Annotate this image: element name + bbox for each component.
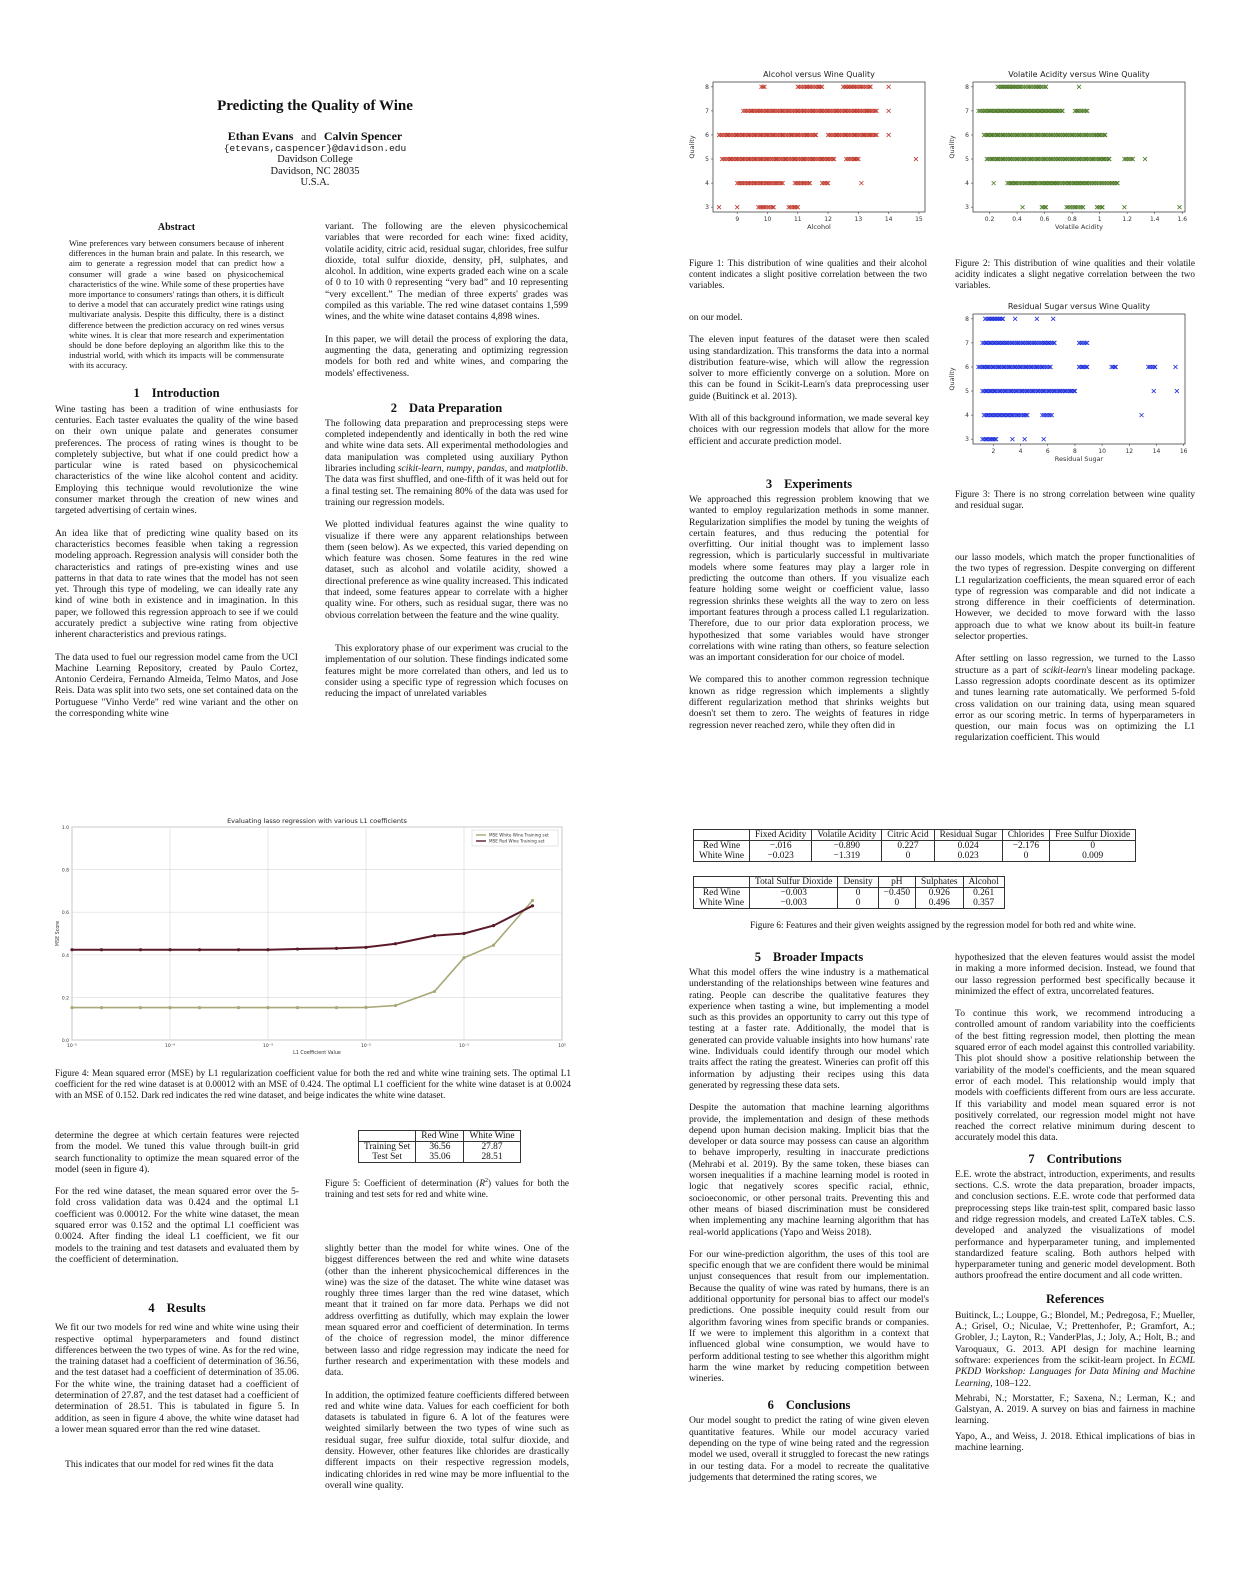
table-cell: 0.009 — [1050, 851, 1136, 862]
intro-paragraph-3: The data used to fuel our regression model came from the UCI Machine Learning Repository, created by Paulo Cortez, Antonio Cerdeira, Fernando Almeida, Telmo Matos, and Jose Reis. Data was split into two sets, one set contained data on the Portuguese "Vinho Verde" red wine variant and the other on the corresponding white wine — [55, 651, 298, 720]
table-cell: 0.024 — [934, 841, 1002, 852]
svg-text:11: 11 — [793, 216, 802, 223]
abstract-text: Wine preferences vary between consumers because of inherent differences in the human brain and palate. In this research, we aim to generate a regression model that can predict how a consumer will grade a wine based on physicochemical characteristics of the wine. While some of these properties have more importance to consumers' ratings than others, it is difficult to derive a model that can accurately predict wine ratings using multivariate analysis. Despite this difficulty, there is a distinct difference between the prediction accuracy on red wines versus white wines. It is clear that more research and experimentation should be done before deploying an algorithm like this to the industrial world, with which its impacts will be commensurate with its accuracy. — [69, 239, 284, 371]
page1-left-column — [55, 222, 298, 719]
page-1 — [0, 0, 630, 790]
svg-text:MSE White Wine Training set: MSE White Wine Training set — [489, 832, 549, 838]
figure-3-caption: Figure 3: There is no strong correlation between wine quality and residual sugar. — [955, 489, 1195, 510]
data-prep-paragraph-1: The following data preparation and preprocessing steps were completed independently and identically in both the red wine and white wine data sets. All experimental methodologies and data manipulation was completed using auxiliary Python libraries including scikit-learn, numpy, pandas, and matplotlib. The data was first shuffled, and one-fifth of it was held out for a final testing set. The remaining 80% of the data was used for training our regression models. — [325, 417, 568, 508]
experiments-paragraph-6: For the red wine dataset, the mean squared error over the 5-fold cross validation data was 0.424 and the optimal L1 coefficient was 0.00012. For the white wine dataset, the mean squared error was 0.152 and the optimal L1 coefficient was 0.0024. After finding the ideal L1 coefficient, we fit our models to the training and test datasets and evaluated them by the coefficient of determination. — [55, 1186, 299, 1265]
author-email: {etevans,caspencer}@davidson.edu — [223, 143, 407, 155]
svg-text:13: 13 — [854, 216, 863, 223]
table-cell: 0.023 — [934, 851, 1002, 862]
svg-text:4: 4 — [965, 412, 969, 420]
svg-text:12: 12 — [824, 216, 832, 223]
svg-text:7: 7 — [705, 107, 709, 115]
svg-text:8: 8 — [1073, 448, 1077, 455]
table-header-cell: Residual Sugar — [934, 830, 1002, 841]
table-cell: White Wine — [699, 851, 745, 861]
figure-2-caption: Figure 2: This distribution of wine qualities and their volatile acidity indicates a slight negative correlation between the two variables. — [955, 258, 1195, 290]
svg-text:0.2: 0.2 — [61, 996, 69, 1002]
intro-paragraph-2: An idea like that of predicting wine quality based on its characteristics becomes feasible when taking a regression modeling approach. Regression analysis will consider both the characteristics and ratings of pre-existing wines and use patterns in that data to rate wines that the model has not seen yet. Through this type of modeling, we can ideally rate any kind of wine both in existence and in imagination. In this paper, we followed this regression approach to see if we could accurately predict a subjective wine rating from objective inherent characteristics and previous ratings. — [55, 527, 298, 641]
experiments-paragraph-2: We compared this to another common regression technique known as ridge regression which implements a slightly different regularization method that shrinks weights but doesn't set them to zero. The weights of features in ridge regression never reached zero, while they often did in — [689, 674, 929, 731]
svg-text:0.4: 0.4 — [1012, 216, 1022, 223]
feature-weights-table-2 — [693, 876, 1005, 909]
table-cell: 0 — [878, 898, 915, 909]
svg-text:0.8: 0.8 — [1067, 216, 1077, 223]
table-cell: −0.003 — [750, 898, 838, 909]
author-1: Ethan Evans — [227, 129, 294, 143]
svg-text:2: 2 — [991, 448, 996, 455]
conclusions-paragraph-3: To continue this work, we recommend introducing a controlled amount of random variability into the coefficients of the best fitting regression model, then plotting the mean squared error of each model against this controlled variability. This plot should show a positive relationship between the variability of the model's coefficients, and the mean squared error of each model. This relationship would imply that models with coefficients different from ours are less accurate. If this variability and model mean squared error is not positively correlated, our regression model might not have reached the correct relative minimum during descent to accurately model this data. — [955, 1008, 1195, 1144]
data-prep-paragraph-6: With all of this background information, we made several key choices with our regression models that allow for the more efficient and accurate prediction model. — [689, 413, 929, 447]
page4-right-column — [955, 952, 1195, 1457]
table-header-cell: Density — [838, 877, 878, 888]
page3-left-column — [55, 1130, 299, 1471]
svg-text:Volatile Acidity versus Wine Q: Volatile Acidity versus Wine Quality — [1008, 70, 1150, 79]
table-row — [694, 851, 1136, 862]
svg-text:10: 10 — [1098, 448, 1106, 455]
table-row — [694, 841, 1136, 852]
svg-text:Residual Sugar: Residual Sugar — [1054, 455, 1104, 463]
table-cell: 0.357 — [963, 898, 1004, 909]
page2-left-column — [689, 312, 929, 731]
page3-right-column — [325, 1243, 569, 1491]
svg-text:10⁻¹: 10⁻¹ — [459, 1044, 469, 1049]
svg-text:7: 7 — [965, 339, 969, 347]
svg-text:6: 6 — [1045, 448, 1050, 455]
results-paragraph-1: We fit our two models for red wine and white wine using their respective optimal hyperparameters and found distinct differences between the two types of wine. As for the red wine, the training dataset had a coefficient of determination of 36.56, and the test dataset had a coefficient of determination of 35.06. For the white wine, the training dataset had a coefficient of determination of 27.87, and the test dataset had a coefficient of determination of 28.51. This is tabulated in figure 5. In addition, as seen in figure 4 above, the white wine dataset had a lower mean squared error than the red wine dataset. — [55, 1322, 299, 1435]
svg-text:10⁰: 10⁰ — [558, 1044, 566, 1049]
results-paragraph-4: In addition, the optimized feature coefficients differed between red and white wine data. Values for each coefficient for both datasets is tabulated in figure 6. A lot of the features were weighted similarly between the two types of wine such as residual sugar, free sulfur dioxide, total sulfur dioxide, and density. However, other features like chlorides are drastically different impacts on their respective regression models, indicating chlorides in red wine may be more influential to the overall wine quality. — [325, 1389, 569, 1491]
author-2: Calvin Spencer — [323, 129, 403, 143]
figure-4-caption: Figure 4: Mean squared error (MSE) by L1 regularization coefficient value for both the red and white wine training sets. The optimal L1 coefficient for the red wine dataset is at 0.00012 with an MSE of 0.424. The optimal L1 coefficient for the white wine dataset is at 0.0024 with an MSE of 0.152. Dark red indicates the red wine dataset, and beige indicates the white wine dataset. — [55, 1068, 571, 1100]
intro-paragraph-5: In this paper, we will detail the process of exploring the data, augmenting the data, generating and optimizing regression models for both red and white wines, and comparing the models' effectiveness. — [325, 333, 568, 379]
table-header-cell: Chlorides — [1002, 830, 1049, 841]
table-cell: 0.261 — [963, 888, 1004, 899]
results-paragraph-3: slightly better than the model for white wines. One of the biggest differences between the red and white wine datasets (other than the inherent physicochemical differences in the wine) was the size of the dataset. The white wine dataset was roughly three times larger than the red wine dataset, which meant that it trained on far more data. Perhaps we did not address overfitting as dutifully, which may explain the lower mean squared error and coefficient of determination. In terms of the choice of regression model, the minor difference between lasso and ridge regression may indicate the need for further research and experimentation with these models and data. — [325, 1243, 569, 1379]
svg-text:Alcohol versus Wine Quality: Alcohol versus Wine Quality — [763, 70, 875, 79]
svg-text:Evaluating lasso regression wi: Evaluating lasso regression with various L1 coefficients — [227, 817, 407, 825]
table-header-cell: pH — [878, 877, 915, 888]
svg-text:Quality: Quality — [688, 135, 696, 159]
intro-paragraph-1: Wine tasting has been a tradition of wine enthusiasts for centuries. Each taster evaluates the quality of the wine based on their own unique palate and generates consumer preferences. The process of rating wines is thought to be completely subjective, but what if one could predict how a particular wine is rated based on physicochemical characteristics of the wine like alcohol content and acidity. Employing this technique would revolutionize the wine consumer market through the creation of new wines and targeted advertising of certain wines. — [55, 403, 298, 517]
author-block: Ethan Evans and Calvin Spencer {etevans,caspencer}@davidson.edu Davidson College Davidson, NC 28035 U.S.A. — [55, 131, 575, 188]
reference-item: Buitinck, L.; Louppe, G.; Blondel, M.; Pedregosa, F.; Mueller, A.; Grisel, O.; Niculae, V.; Prettenhofer, P.; Gramfort, A.; Grobler, J.; Layton, R.; VanderPlas, J.; Joly, A.; Holt, B.; and Varoquaux, G. 2013. API design for machine learning software: experiences from the scikit-learn project. In ECML PKDD Workshop: Languages for Data Mining and Machine Learning, 108–122. — [955, 1309, 1195, 1389]
contributions-paragraph: E.E. wrote the abstract, introduction, experiments, and results sections. C.S. wrote the data preparation, broader impacts, and conclusion sections. E.E. wrote code that performed data preprocessing steps like train-test split, compared basic lasso and ridge regression models, and created LaTeX tables. C.S. developed and analyzed the visualizations of model performance and hyperparameter tuning, and implemented standardized feature scaling. Both authors helped with hyperparameter tuning and generic model development. Both authors proofread the entire document and all code written. — [955, 1168, 1195, 1282]
table-cell: Red Wine — [694, 888, 750, 899]
section-heading-broader-impacts: 5 Broader Impacts — [754, 950, 864, 964]
reference-item: Mehrabi, N.; Morstatter, F.; Saxena, N.; Lerman, K.; and Galstyan, A. 2019. A survey on bias and fairness in machine learning. — [955, 1392, 1195, 1427]
data-prep-paragraph-2: We plotted individual features against the wine quality to visualize if there were any apparent relationships between them (seen below). As we expected, this varied depending on which feature was chosen. Some features in the red wine dataset, such as alcohol and volatile acidity, showed a directional preference as wine quality increased. This indicated that indeed, some features appear to correlate with a higher quality wine. For others, such as residual sugar, there was no obvious correlation between the feature and the wine quality. — [325, 519, 568, 621]
conclusions-paragraph-2: hypothesized that the eleven features would assist the model in making a more informed decision. Instead, we found that our lasso regression performed best specifically because it minimized the effect of extra, uncorrelated features. — [955, 952, 1195, 997]
table-cell: −0.450 — [878, 888, 915, 899]
svg-text:Residual Sugar versus Wine Qua: Residual Sugar versus Wine Quality — [1007, 302, 1151, 311]
table-cell: −2.176 — [1002, 841, 1049, 852]
reference-item: Yapo, A., and Weiss, J. 2018. Ethical implications of bias in machine learning. — [955, 1430, 1195, 1453]
svg-text:9: 9 — [735, 216, 740, 223]
lasso-mse-line-chart — [52, 815, 572, 1055]
svg-text:Quality: Quality — [948, 135, 956, 159]
svg-text:10⁻²: 10⁻² — [361, 1044, 371, 1049]
figure-2 — [945, 68, 1195, 243]
page-2 — [630, 0, 1260, 790]
svg-text:6: 6 — [965, 363, 969, 371]
svg-text:4: 4 — [965, 180, 969, 188]
table-cell: 0 — [838, 898, 878, 909]
section-heading-conclusions: 6 Conclusions — [767, 1398, 851, 1413]
svg-text:15: 15 — [915, 216, 923, 223]
svg-text:10⁻⁴: 10⁻⁴ — [165, 1044, 175, 1049]
residual-sugar-scatter-chart — [945, 300, 1195, 470]
svg-text:4: 4 — [1018, 448, 1023, 455]
svg-text:8: 8 — [965, 83, 969, 91]
feature-weights-table-1 — [693, 829, 1136, 862]
svg-text:1.6: 1.6 — [1177, 216, 1188, 223]
references-heading: References — [1045, 1291, 1105, 1306]
table-cell: 0.496 — [916, 898, 963, 909]
svg-text:MSE Score: MSE Score — [56, 920, 61, 947]
figure-3 — [945, 300, 1195, 475]
data-prep-paragraph-4: on our model. — [689, 312, 743, 323]
section-heading-contributions: 7 Contributions — [1028, 1151, 1122, 1166]
table-header-cell: Sulphates — [916, 877, 963, 888]
experiments-paragraph-3: our lasso models, which match the proper functionalities of the two types of regression. Despite converging on different L1 regularization coefficients, the mean squared error of each type of regression was comparable and did not indicate a strong difference in their coefficients of determination. However, we decided to move forward with the lasso approach due to what we know about its built-in feature selector properties. — [955, 552, 1195, 643]
svg-text:1.2: 1.2 — [1122, 216, 1132, 223]
svg-text:6: 6 — [965, 131, 969, 139]
broader-paragraph-2: Despite the automation that machine learning algorithms provide, the implementation and design of these methods depend upon human decision making. Implicit bias that the developer or data source may possess can cause an algorithm to behave improperly, resulting in inaccurate predictions (Mehrabi et al. 2019). By the same token, these biases can worsen inequalities if a machine learning model is rooted in logic that negatively scores specific racial, ethnic, socioeconomic, or other personal traits. Preventing this and other means of biased discrimination must be considered when implementing any machine learning algorithm that has real-world applications (Yapo and Weiss 2018). — [689, 1102, 929, 1238]
table-cell: −0.023 — [750, 851, 812, 862]
svg-text:14: 14 — [1152, 448, 1161, 455]
svg-text:16: 16 — [1179, 448, 1188, 455]
svg-text:0.2: 0.2 — [984, 216, 995, 223]
svg-text:6: 6 — [705, 131, 709, 139]
table-row — [694, 888, 1005, 899]
svg-text:3: 3 — [965, 204, 969, 212]
table-header-cell: Alcohol — [963, 877, 1004, 888]
svg-text:1.4: 1.4 — [1149, 216, 1160, 223]
table-cell: 0 — [838, 888, 878, 899]
svg-text:3: 3 — [965, 436, 969, 444]
table-cell: 0 — [1050, 841, 1136, 852]
page1-right-column — [325, 221, 568, 699]
table-cell: Red Wine — [694, 841, 750, 852]
svg-text:Volatile Acidity: Volatile Acidity — [1055, 223, 1103, 231]
figure-1 — [685, 68, 935, 243]
svg-text:MSE Red Wine Training set: MSE Red Wine Training set — [489, 838, 545, 844]
table-cell: 0.227 — [882, 841, 934, 852]
conclusions-paragraph-1: Our model sought to predict the rating of wine given eleven quantitative features. While our model accuracy varied depending on the type of wine being rated and the regression model we used, overall it struggled to forecast the new ratings in our testing data. For a model to recreate the qualitative judgements that determined the rating scores, we — [689, 1415, 929, 1483]
section-heading-experiments: 3 Experiments — [765, 476, 853, 491]
table-cell: −0.890 — [812, 841, 882, 852]
table-header-cell — [694, 877, 750, 888]
svg-text:3: 3 — [705, 204, 709, 212]
svg-text:1: 1 — [1097, 216, 1102, 223]
page-4 — [630, 790, 1260, 1584]
svg-text:0.0: 0.0 — [61, 1039, 69, 1044]
svg-text:Quality: Quality — [948, 367, 956, 391]
svg-text:12: 12 — [1125, 448, 1134, 455]
results-paragraph-2: This indicates that our model for red wines fit the data — [65, 1459, 274, 1471]
broader-paragraph-3: For our wine-prediction algorithm, the uses of this tool are specific enough that we are confident there would be minimal unjust consequences that result from our implementation. Because the quality of wine was rated by humans, there is an additional opportunity for personal bias to affect our model's predictions. One possible inequity could result from our algorithm favoring wines from specific brands or companies. If we were to implement this algorithm in a context that influenced global wine consumption, we would have to perform additional testing to see whether this algorithm might harm the wine market by reducing competition between wineries. — [689, 1248, 929, 1385]
table-header-cell: Free Sulfur Dioxide — [1050, 830, 1136, 841]
table-cell: 0 — [882, 851, 934, 862]
svg-text:5: 5 — [705, 156, 709, 164]
table-cell: −0.003 — [750, 888, 838, 899]
svg-text:0.4: 0.4 — [61, 953, 69, 959]
table-cell: White Wine — [699, 898, 745, 908]
table-row — [694, 898, 1005, 909]
table-header-cell: Citric Acid — [882, 830, 934, 841]
section-heading-results: 4 Results — [148, 1301, 206, 1316]
data-prep-paragraph-3: This exploratory phase of our experiment was crucial to the implementation of our solution. These findings indicated some features might be more correlated than others, and led us to consider using a specific type of regression which focuses on reducing the impact of unrelated variables — [325, 642, 568, 700]
figure-5 — [358, 1130, 521, 1163]
table-header-cell: Volatile Acidity — [812, 830, 882, 841]
svg-text:7: 7 — [965, 107, 969, 115]
section-heading-introduction: 1 Introduction — [133, 385, 220, 400]
affiliation: Davidson College — [277, 154, 353, 166]
volatile-acidity-scatter-chart — [945, 68, 1195, 238]
svg-text:10⁻³: 10⁻³ — [263, 1044, 273, 1049]
svg-text:1.0: 1.0 — [61, 826, 69, 831]
svg-text:5: 5 — [965, 156, 969, 164]
svg-text:10: 10 — [763, 216, 772, 223]
address: Davidson, NC 28035 — [270, 165, 360, 177]
page4-left-column — [689, 950, 929, 1483]
table-header-cell: Total Sulfur Dioxide — [750, 877, 838, 888]
svg-text:0.8: 0.8 — [61, 868, 69, 874]
alcohol-scatter-chart — [685, 68, 935, 238]
table-cell: −.016 — [750, 841, 812, 852]
experiments-paragraph-4: After settling on lasso regression, we turned to the Lasso structure as a part of scikit-learn's linear modeling package. Lasso regression adopts coordinate descent as its optimizer and tunes learning rate automatically. We performed 5-fold cross validation on our training data, using mean squared error as our scoring metric. In terms of hyperparameters in question, our main focus was on optimizing the L1 regularization coefficient. This would — [955, 653, 1196, 744]
figure-4 — [52, 815, 572, 1060]
svg-text:Alcohol: Alcohol — [807, 223, 831, 231]
svg-text:0.6: 0.6 — [1039, 216, 1050, 223]
experiments-paragraph-1: We approached this regression problem knowing that we wanted to employ regularization methods in some manner. Regularization simplifies the model by tuning the weights of certain features, and thus reducing the potential for overfitting. Our initial thought was to implement lasso regression, which is particularly successful in multivariate models where some features may play a larger role in predicting the outcome than others. If you visualize each feature holding some weight or coefficient value, lasso regression shrinks these weights all the way to zero on less important features through a process called L1 regularization. Therefore, due to our prior data exploration process, we hypothesized that some variables would have stronger correlations with wine rating than others, so feature selection was an important consideration for our choice of model. — [689, 493, 929, 664]
table-cell: −1.319 — [812, 851, 882, 862]
figure-5-caption: Figure 5: Coefficient of determination $(R^2)$ values for both the training and test sets for red and white wine. — [325, 1178, 569, 1200]
data-prep-paragraph-5: The eleven input features of the dataset were then scaled using standardization. This transforms the data into a normal distribution feature-wise, which will allow the regression solver to more efficiently converge on a solution. More on this can be found in Scikit-Learn's data preprocessing user guide (Buitinck et al. 2013). — [689, 334, 929, 402]
country: U.S.A. — [300, 176, 330, 188]
table-cell: 0 — [1002, 851, 1049, 862]
intro-paragraph-4: variant. The following are the eleven physicochemical variables that were recorded for each wine: fixed acidity, volatile acidity, citric acid, residual sugar, chlorides, free sulfur dioxide, total sulfur dioxide, density, pH, sulphates, and alcohol. In addition, wine experts graded each wine on a scale of 0 to 10 with 0 representing “very bad” and 10 representing “very excellent.” The median of three experts' grades was compiled as this variable. The red wine dataset contains 1,599 wines, and the white wine dataset contains 4,898 wines. — [325, 221, 568, 323]
svg-text:4: 4 — [705, 180, 709, 188]
svg-text:8: 8 — [965, 315, 969, 323]
svg-text:5: 5 — [965, 388, 969, 396]
page-3 — [0, 790, 630, 1584]
svg-text:8: 8 — [705, 83, 709, 91]
experiments-paragraph-5: determine the degree at which certain features were rejected from the model. We tuned this value through built-in grid search functionality to optimize the mean squared error of the model (seen in figure 4). — [55, 1130, 299, 1175]
table-header-cell — [694, 830, 750, 841]
references-list — [955, 1310, 1195, 1454]
figure-6 — [693, 829, 1136, 909]
svg-text:14: 14 — [884, 216, 893, 223]
page2-right-column — [955, 552, 1195, 744]
svg-text:0.6: 0.6 — [61, 911, 69, 917]
svg-text:10⁻⁵: 10⁻⁵ — [67, 1044, 77, 1049]
abstract — [55, 222, 298, 372]
figure-1-caption: Figure 1: This distribution of wine qualities and their alcohol content indicates a slight positive correlation between the two variables. — [689, 258, 927, 290]
abstract-heading: Abstract — [157, 222, 196, 233]
figure-6-caption: Figure 6: Features and their given weights assigned by the regression model for both red and white wine. — [750, 920, 1136, 930]
paper-title: Predicting the Quality of Wine — [217, 98, 413, 114]
section-heading-data-preparation: 2 Data Preparation — [390, 400, 503, 415]
table-cell: 0.926 — [916, 888, 963, 899]
r2-table: Red Wine White Wine Training Set 36.56 27.87 Test Set 35.06 28.51 — [358, 1130, 521, 1163]
table-header-cell: Fixed Acidity — [750, 830, 812, 841]
broader-paragraph-1: What this model offers the wine industry is a mathematical understanding of the relationships between wine features and rating. People can describe the qualitative features they experience when tasting a wine, but implementing a model such as this provides an opportunity to carry out this type of testing at a faster rate. Additionally, the model that is generated can provide valuable insights into how humans' rate wine. Individuals could identify through our model which traits affect the rating the greatest. Wineries can profit off this information by adjusting their recipes using this data generated by regressing these data sets. — [689, 967, 929, 1091]
svg-text:L1 Coefficient Value: L1 Coefficient Value — [293, 1051, 341, 1055]
